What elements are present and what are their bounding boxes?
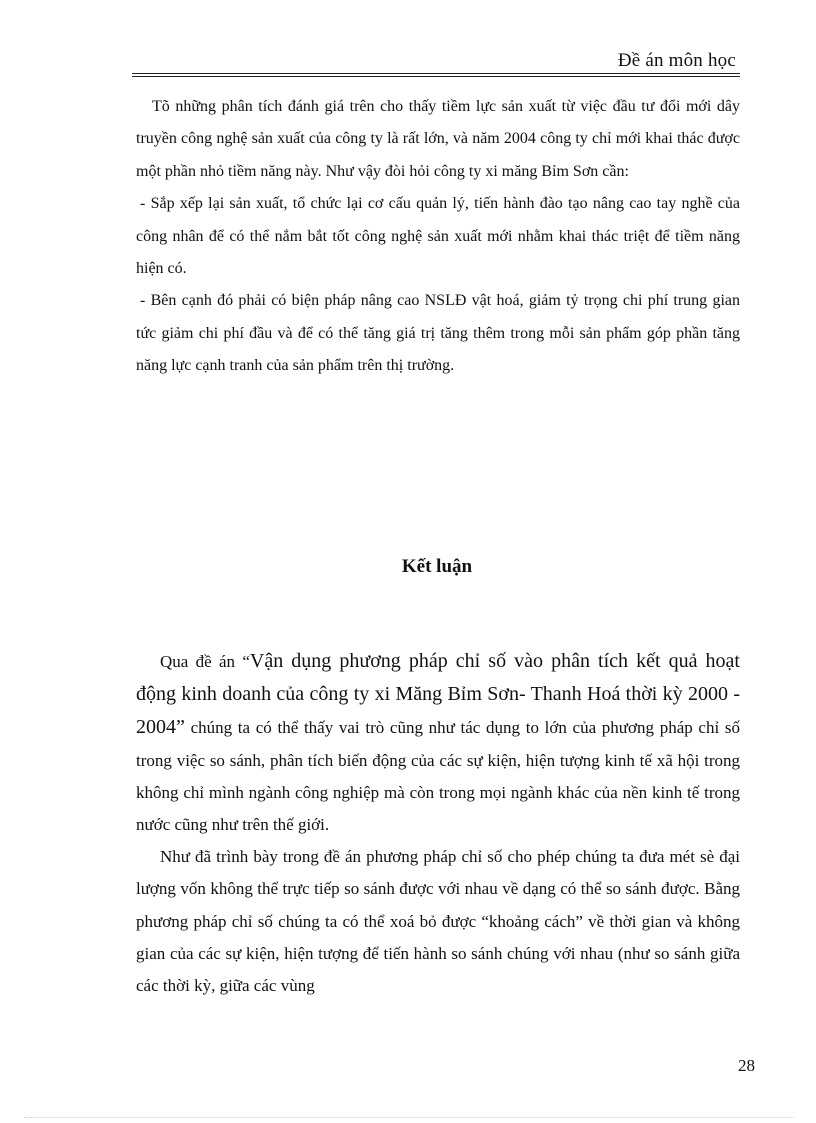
header-rule-top — [132, 73, 740, 74]
project-title: Vận dụng phương pháp chỉ số vào phân tích kết quả hoạt động kinh doanh của công ty xi Măng Bỉm Sơn- Thanh Hoá thời kỳ 2000 - 2004” — [136, 650, 740, 739]
bullet-item-productivity: - Bên cạnh đó phải có biện pháp nâng cao NSLĐ vật hoá, giảm tỷ trọng chi phí trung gian tức giảm chi phí đầu và để có thể tăng giá trị tăng thêm trong mỗi sản phẩm góp phần tăng năng lực cạnh tranh của sản phẩm trên thị trường. — [136, 292, 740, 375]
header-title: Đề án môn học — [617, 50, 736, 71]
conclusion-section — [136, 645, 740, 1002]
header-rule-bottom — [132, 76, 740, 77]
conclusion-paragraph-1 — [136, 645, 740, 841]
bullet-item-restructure: - Sắp xếp lại sản xuất, tổ chức lại cơ cấu quản lý, tiến hành đào tạo nâng cao tay nghề của công nhân để có thể nắm bắt tốt công nghệ sản xuất mới nhằm khai thác triệt để tiềm năng hiện có. — [136, 195, 740, 278]
page-number: 28 — [738, 1056, 755, 1075]
conclusion-paragraph-2: Như đã trình bày trong đề án phương pháp chỉ số cho phép chúng ta đưa mét sè đại lượng vốn không thể trực tiếp so sánh được với nhau về dạng có thể so sánh được. Bằng phương pháp chỉ số chúng ta có thể xoá bỏ được “khoảng cách” về thời gian và không gian của các sự kiện, hiện tượng để tiến hành so sánh chúng với nhau (như so sánh giữa các thời kỳ, giữa các vùng — [136, 847, 740, 996]
analysis-paragraph: Tõ những phân tích đánh giá trên cho thấy tiềm lực sản xuất từ việc đầu tư đổi mới dây truyền công nghệ sản xuất của công ty là rất lớn, và năm 2004 công ty chỉ mới khai thác được một phần nhỏ tiềm năng này. Như vậy đòi hỏi công ty xi măng Bỉm Sơn cần: — [136, 98, 740, 180]
analysis-section — [136, 91, 740, 383]
conclusion-intro: Qua đề án “ — [160, 652, 250, 671]
page-bottom-edge — [24, 1117, 794, 1118]
conclusion-paragraph-1-rest: chúng ta có thể thấy vai trò cũng như tác dụng to lớn của phương pháp chỉ số trong việc so sánh, phân tích biến động của các sự kiện, hiện tượng kinh tế xã hội trong không chỉ mình ngành công nghiệp mà còn trong mọi ngành khác của nền kinh tế trong nước cũng như trên thế giới. — [136, 718, 740, 835]
conclusion-heading: Kết luận — [401, 556, 473, 577]
